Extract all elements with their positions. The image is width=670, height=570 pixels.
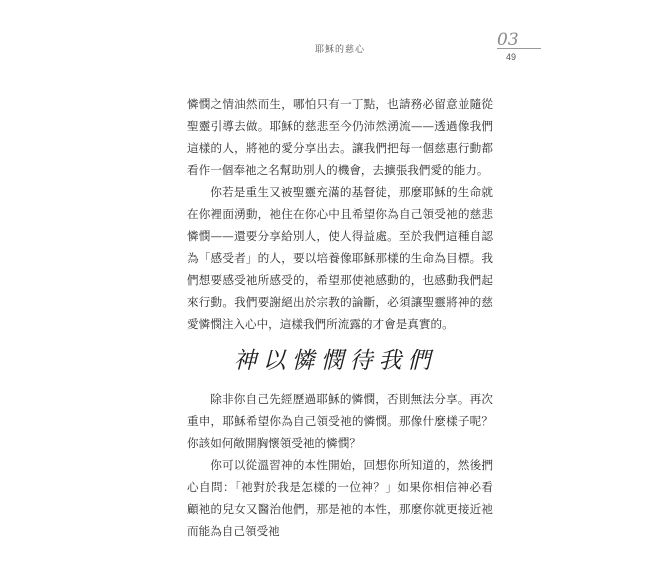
page-number: 49 [506, 52, 517, 62]
section-heading: 神以憐憫待我們 [233, 348, 437, 374]
paragraph: 憐憫之情油然而生，哪怕只有一丁點，也請務必留意並隨從聖靈引導去做。耶穌的慈悲至今仍沛然湧流——透過像我們這樣的人，將祂的愛分享出去。讓我們把每一個慈惠行動都看作一個奉祂之名幫助別人的機會，去擴張我們愛的能力。 [187, 97, 493, 177]
paragraph: 除非你自己先經歷過耶穌的憐憫，否則無法分享。再次重申，耶穌希望你為自己領受祂的憐憫。那像什麼樣子呢？你該如何敞開胸懷領受祂的憐憫？ [187, 392, 493, 450]
body-text-block-two [187, 388, 493, 542]
header-divider [497, 48, 541, 49]
paragraph: 你可以從溫習神的本性開始，回想你所知道的，然後捫心自問：「祂對於我是怎樣的一位神？」如果你相信神必看顧祂的兒女又醫治他們，那是祂的本性，那麼你就更接近祂而能為自己領受祂 [187, 458, 493, 538]
paragraph: 你若是重生又被聖靈充滿的基督徒，那麼耶穌的生命就在你裡面湧動，祂住在你心中且希望你為自己領受祂的慈悲憐憫——還要分享給別人，使人得益處。至於我們這種自認為「感受者」的人，要以培養像耶穌那樣的生命為目標。我們想要感受祂所感受的，希望那使祂感動的，也感動我們起來行動。我們要謝絕出於宗教的論斷，必須讓聖靈將神的慈愛憐憫注入心中，這樣我們所流露的才會是真實的。 [187, 185, 493, 331]
running-header-title: 耶穌的慈心 [315, 45, 366, 55]
chapter-number: 03 [497, 30, 519, 50]
body-text-block-one [187, 93, 493, 335]
